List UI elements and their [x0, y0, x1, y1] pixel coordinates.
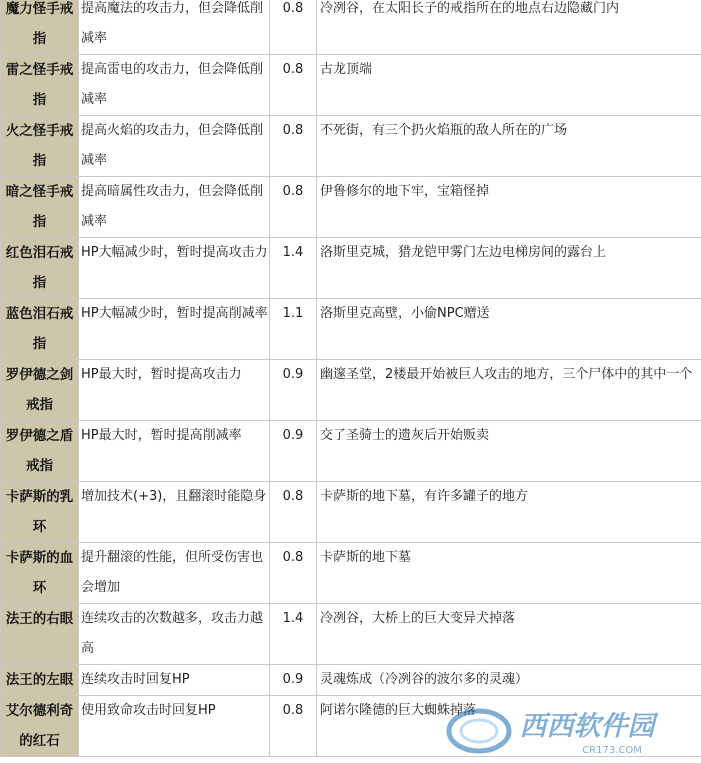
table-row — [1, 604, 701, 665]
ring-weight-cell: 0.8 — [270, 116, 317, 177]
ring-location-cell: 灵魂炼成（冷冽谷的波尔多的灵魂） — [317, 665, 701, 696]
table-row — [1, 55, 701, 116]
ring-weight-cell: 0.8 — [270, 482, 317, 543]
ring-name-cell: 红色泪石戒指 — [1, 238, 79, 299]
ring-table-body — [1, 0, 701, 757]
watermark-swirl-icon — [449, 711, 509, 751]
table-row — [1, 238, 701, 299]
ring-effect-cell: 提高暗属性攻击力，但会降低削减率 — [79, 177, 270, 238]
ring-weight-cell: 0.8 — [270, 543, 317, 604]
ring-weight-cell: 0.8 — [270, 0, 317, 55]
ring-effect-cell: 连续攻击的次数越多，攻击力越高 — [79, 604, 270, 665]
ring-location-cell: 古龙顶端 — [317, 55, 701, 116]
ring-location-cell: 伊鲁修尔的地下牢，宝箱怪掉 — [317, 177, 701, 238]
table-row — [1, 299, 701, 360]
ring-location-cell: 不死街，有三个扔火焰瓶的敌人所在的广场 — [317, 116, 701, 177]
ring-name-cell: 罗伊德之剑戒指 — [1, 360, 79, 421]
ring-location-cell: 阿诺尔隆德的巨大蜘蛛掉落 — [317, 696, 701, 757]
ring-location-cell: 交了圣骑士的遗灰后开始贩卖 — [317, 421, 701, 482]
ring-weight-cell: 0.8 — [270, 55, 317, 116]
ring-location-cell: 幽邃圣堂，2楼最开始被巨人攻击的地方，三个尸体中的其中一个 — [317, 360, 701, 421]
table-row — [1, 116, 701, 177]
ring-location-cell: 洛斯里克高壁，小偷NPC赠送 — [317, 299, 701, 360]
ring-name-cell: 卡萨斯的乳环 — [1, 482, 79, 543]
ring-name-cell: 卡萨斯的血环 — [1, 543, 79, 604]
ring-effect-cell: 提高雷电的攻击力，但会降低削减率 — [79, 55, 270, 116]
table-row — [1, 0, 701, 55]
ring-name-cell: 魔力怪手戒指 — [1, 0, 79, 55]
ring-name-cell: 雷之怪手戒指 — [1, 55, 79, 116]
ring-weight-cell: 0.9 — [270, 360, 317, 421]
ring-effect-cell: HP大幅减少时，暂时提高削减率 — [79, 299, 270, 360]
watermark-subtext: CR173.COM — [582, 745, 642, 756]
ring-location-cell: 冷冽谷，大桥上的巨大变异犬掉落 — [317, 604, 701, 665]
ring-weight-cell: 0.8 — [270, 696, 317, 757]
ring-effect-cell: 提高魔法的攻击力，但会降低削减率 — [79, 0, 270, 55]
site-watermark — [437, 691, 687, 761]
ring-effect-cell: 增加技术(+3)，且翻滚时能隐身 — [79, 482, 270, 543]
ring-effect-cell: 使用致命攻击时回复HP — [79, 696, 270, 757]
ring-location-cell: 洛斯里克城，猎龙铠甲雾门左边电梯房间的露台上 — [317, 238, 701, 299]
ring-weight-cell: 1.4 — [270, 604, 317, 665]
ring-name-cell: 艾尔德利奇的红石 — [1, 696, 79, 757]
ring-name-cell: 暗之怪手戒指 — [1, 177, 79, 238]
ring-effect-cell: 连续攻击时回复HP — [79, 665, 270, 696]
ring-weight-cell: 0.8 — [270, 177, 317, 238]
ring-effect-cell: HP最大时，暂时提高攻击力 — [79, 360, 270, 421]
ring-location-cell: 卡萨斯的地下墓 — [317, 543, 701, 604]
ring-effect-cell: 提高火焰的攻击力，但会降低削减率 — [79, 116, 270, 177]
ring-effect-cell: HP最大时，暂时提高削减率 — [79, 421, 270, 482]
table-row — [1, 177, 701, 238]
table-row — [1, 421, 701, 482]
ring-weight-cell: 0.9 — [270, 665, 317, 696]
ring-name-cell: 罗伊德之盾戒指 — [1, 421, 79, 482]
ring-name-cell: 法王的左眼 — [1, 665, 79, 696]
ring-weight-cell: 1.1 — [270, 299, 317, 360]
table-row — [1, 482, 701, 543]
ring-location-cell: 冷冽谷，在太阳长子的戒指所在的地点右边隐藏门内 — [317, 0, 701, 55]
ring-name-cell: 火之怪手戒指 — [1, 116, 79, 177]
table-row — [1, 360, 701, 421]
ring-weight-cell: 1.4 — [270, 238, 317, 299]
ring-name-cell: 法王的右眼 — [1, 604, 79, 665]
ring-name-cell: 蓝色泪石戒指 — [1, 299, 79, 360]
ring-effect-cell: 提升翻滚的性能，但所受伤害也会增加 — [79, 543, 270, 604]
ring-weight-cell: 0.9 — [270, 421, 317, 482]
watermark-text: 西西软件园 — [519, 711, 655, 742]
ring-effect-cell: HP大幅减少时，暂时提高攻击力 — [79, 238, 270, 299]
table-row — [1, 543, 701, 604]
ring-location-cell: 卡萨斯的地下墓，有许多罐子的地方 — [317, 482, 701, 543]
